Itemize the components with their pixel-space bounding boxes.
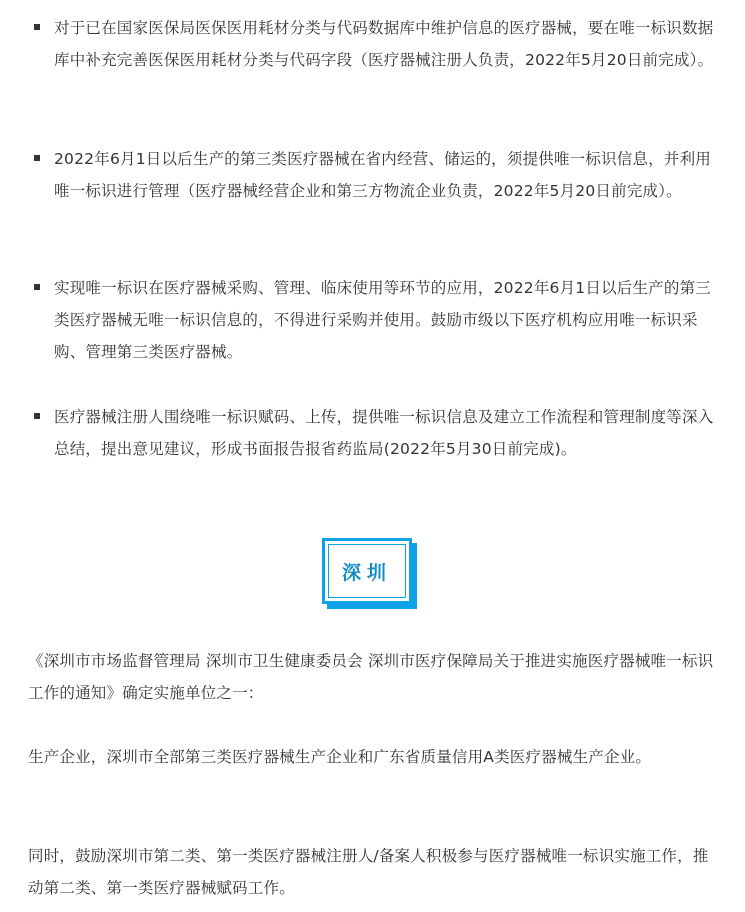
section-heading: 深圳 bbox=[341, 561, 392, 584]
list-item bbox=[28, 272, 718, 368]
list-item-text: 实现唯一标识在医疗器械采购、管理、临床使用等环节的应用，2022年6月1日以后生产的第三类医疗器械无唯一标识信息的，不得进行采购并使用。鼓励市级以下医疗机构应用唯一标识采购、管理第三类医疗器械。 bbox=[54, 279, 711, 361]
list-item-text: 医疗器械注册人围绕唯一标识赋码、上传，提供唯一标识信息及建立工作流程和管理制度等深入总结，提出意见建议，形成书面报告报省药监局(2022年5月30日前完成)。 bbox=[54, 408, 714, 458]
list-item-text: 2022年6月1日以后生产的第三类医疗器械在省内经营、储运的，须提供唯一标识信息，并利用唯一标识进行管理（医疗器械经营企业和第三方物流企业负责，2022年5月20日前完成）。 bbox=[54, 150, 711, 200]
list-item bbox=[28, 401, 718, 465]
section-heading-box bbox=[322, 538, 412, 604]
list-item-text: 对于已在国家医保局医保医用耗材分类与代码数据库中维护信息的医疗器械，要在唯一标识数据库中补充完善医保医用耗材分类与代码字段（医疗器械注册人负责，2022年5月20日前完成）。 bbox=[54, 19, 714, 69]
bullet-icon bbox=[34, 413, 40, 419]
paragraph: 生产企业，深圳市全部第三类医疗器械生产企业和广东省质量信用A类医疗器械生产企业。 bbox=[28, 748, 652, 766]
paragraph: 《深圳市市场监督管理局 深圳市卫生健康委员会 深圳市医疗保障局关于推进实施医疗器械唯一标识工作的通知》确定实施单位之一： bbox=[28, 652, 714, 702]
bullet-icon bbox=[34, 284, 40, 290]
list-item bbox=[28, 12, 718, 76]
paragraph: 同时，鼓励深圳市第二类、第一类医疗器械注册人/备案人积极参与医疗器械唯一标识实施工作，推动第二类、第一类医疗器械赋码工作。 bbox=[28, 847, 709, 897]
bullet-icon bbox=[34, 24, 40, 30]
list-item bbox=[28, 143, 718, 207]
bullet-icon bbox=[34, 155, 40, 161]
